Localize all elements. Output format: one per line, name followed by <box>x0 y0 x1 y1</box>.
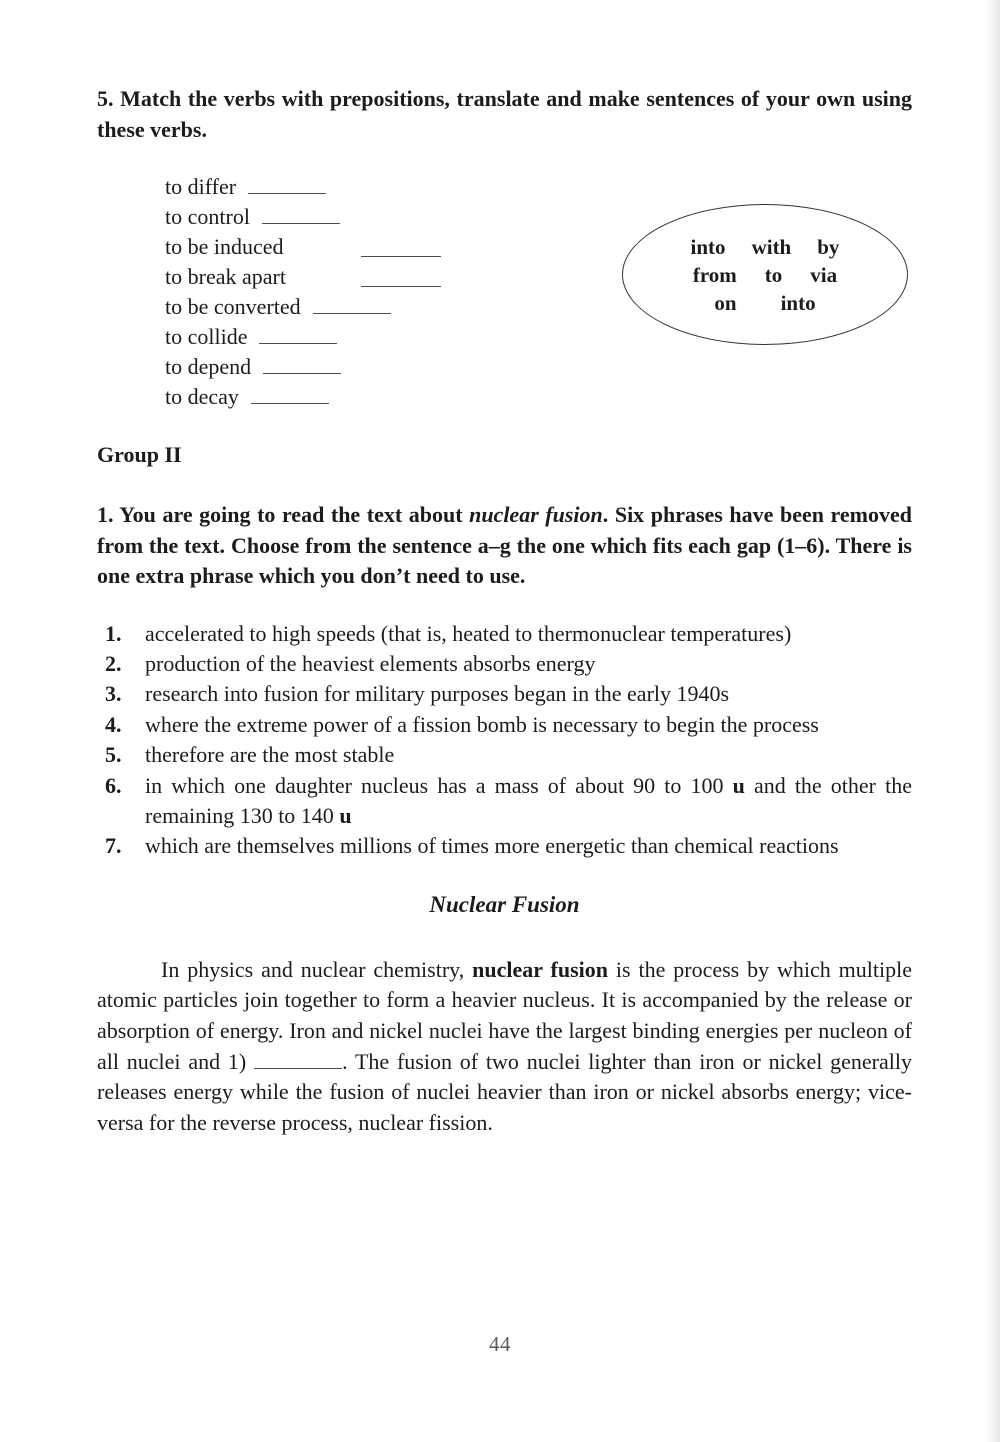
phrase-text: production of the heaviest elements absorbs energy <box>145 650 596 676</box>
verb-row <box>165 172 912 202</box>
verb-label: to be induced <box>165 234 284 259</box>
answer-blank <box>361 237 441 257</box>
answer-blank <box>262 204 340 224</box>
page-content <box>97 0 912 1138</box>
answer-blank <box>313 294 391 314</box>
verb-label: to be converted <box>165 294 301 319</box>
phrase-options-list <box>105 619 912 862</box>
phrase-text: research into fusion for military purposes began in the early 1940s <box>145 681 730 707</box>
verb-row <box>165 352 912 382</box>
answer-blank <box>248 174 326 194</box>
phrase-number: 4. <box>105 711 122 737</box>
preposition: on <box>714 290 737 315</box>
group2-heading: Group II <box>97 442 182 467</box>
scan-edge-shadow <box>984 0 1000 1442</box>
oval-row <box>691 233 840 261</box>
phrase-number: 2. <box>105 650 122 676</box>
preposition: into <box>780 290 816 315</box>
phrase-text: which are themselves millions of times more energetic than chemical reactions <box>145 833 839 859</box>
phrase-text: accelerated to high speeds (that is, heated to thermonuclear temperatures) <box>145 620 792 646</box>
phrase-text: where the extreme power of a fission bomb is necessary to begin the process <box>145 711 819 737</box>
page-number: 44 <box>489 1332 511 1356</box>
preposition: by <box>817 234 840 259</box>
preposition: into <box>690 234 726 259</box>
phrase-item <box>105 679 912 709</box>
phrase-text: therefore are the most stable <box>145 742 395 768</box>
phrase-number: 5. <box>105 742 122 768</box>
verb-label: to collide <box>165 324 248 349</box>
reading-paragraph: In physics and nuclear chemistry, nuclear fusion is the process by which multiple atomic particles join together to form a heavier nucleus. It is accompanied by the release or absorption of energy. Iron and nickel nuclei have the largest binding energies per nucleon of all nuclei and 1) . The fusion of two nuclei lighter than iron or nickel generally releases energy while the fusion of nuclei heavier than iron or nickel absorbs energy; vice-versa for the reverse process, nuclear fission. <box>97 956 913 1135</box>
answer-blank <box>263 354 341 374</box>
phrase-number: 7. <box>105 833 122 859</box>
phrase-item <box>105 740 912 770</box>
phrase-item <box>105 771 912 832</box>
oval-row <box>693 261 837 289</box>
phrase-number: 6. <box>105 772 122 798</box>
verb-label: to break apart <box>165 264 286 289</box>
phrase-text: in which one daughter nucleus has a mass of about 90 to 100 u and the other the remaining 130 to 140 u <box>145 772 912 828</box>
answer-blank <box>259 324 337 344</box>
answer-blank <box>254 1049 342 1069</box>
reading-title: Nuclear Fusion <box>429 891 580 917</box>
phrase-item <box>105 831 912 861</box>
preposition: to <box>764 262 783 287</box>
exercise5-heading: 5. Match the verbs with prepositions, translate and make sentences of your own using these verbs. <box>97 86 912 142</box>
verb-label: to differ <box>165 174 237 199</box>
exercise1-intro: 1. You are going to read the text about nuclear fusion. Six phrases have been removed from the text. Choose from the sentence a–g the one which fits each gap (1–6). There is one extra phrase which you don’t need to use. <box>97 502 912 588</box>
phrase-number: 3. <box>105 681 122 707</box>
preposition: with <box>751 234 792 259</box>
verb-label: to control <box>165 204 250 229</box>
verb-row <box>165 382 912 412</box>
verb-label: to depend <box>165 354 252 379</box>
phrase-number: 1. <box>105 620 122 646</box>
phrase-item <box>105 619 912 649</box>
prepositions-oval <box>622 204 908 345</box>
phrase-item <box>105 649 912 679</box>
phrase-item <box>105 710 912 740</box>
preposition: from <box>692 262 737 287</box>
answer-blank <box>251 384 329 404</box>
verb-label: to decay <box>165 384 239 409</box>
answer-blank <box>361 267 441 287</box>
preposition: via <box>810 262 838 287</box>
oval-row <box>714 289 815 317</box>
